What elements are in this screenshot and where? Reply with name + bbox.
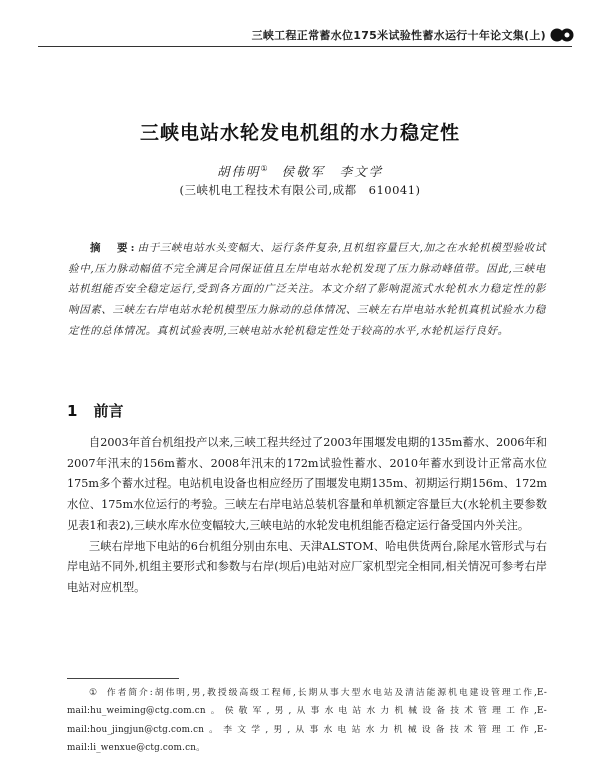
footnote-text: 作者简介:胡伟明,男,教授级高级工程师,长期从事大型水电站及清洁能源机电建设管理工作,E-mail:hu_weiming@ctg.com.cn。侯敬军,男,从事水电站水力机械设备技术管理工作,E-mail:hou_jingjun@ctg.com.cn。李文学,男,从事水电站水力机械设备技术管理工作,E-mail:li_wenxue@ctg.com.cn。 — [67, 688, 547, 754]
author-line — [0, 162, 600, 180]
paragraph: 自2003年首台机组投产以来,三峡工程共经过了2003年围堰发电期的135m蓄水、2006年和2007年汛末的156m蓄水、2008年汛末的172m试验性蓄水、2010年蓄水到设计正常高水位175m多个蓄水过程。电站机电设备也相应经历了围堰发电期135m、初期运行期156m、172m水位、175m水位运行的考验。三峡左右岸电站总装机容量和单机额定容量巨大(水轮机主要参数见表1和表2),三峡水库水位变幅较大,三峡电站的水轮发电机组能否稳定运行备受国内外关注。 — [67, 436, 547, 532]
section-heading — [67, 400, 123, 421]
section-title: 前言 — [93, 402, 124, 420]
section-number: 1 — [67, 402, 78, 420]
running-title: 三峡工程正常蓄水位175米试验性蓄水运行十年论文集(上) — [251, 29, 546, 42]
author-name: 胡伟明 — [216, 164, 261, 179]
paper-title: 三峡电站水轮发电机组的水力稳定性 — [139, 122, 460, 144]
bullet-ornament-icon — [550, 27, 574, 43]
affiliation: (三峡机电工程技术有限公司,成都 610041) — [179, 183, 421, 197]
running-header — [252, 27, 574, 43]
body-text — [67, 433, 547, 599]
footnote — [67, 684, 547, 758]
author-footnote-ref: ① — [260, 163, 270, 173]
header-rule — [38, 46, 572, 47]
footnote-marker: ① — [89, 688, 99, 698]
coauthor-names: 侯敬军 李文学 — [281, 164, 384, 179]
abstract-text: 由于三峡电站水头变幅大、运行条件复杂,且机组容量巨大,加之在水轮机模型验收试验中,压力脉动幅值不完全满足合同保证值且左岸电站水轮机发现了压力脉动峰值带。因此,三峡电站机组能否安全稳定运行,受到各方面的广泛关注。本文介绍了影响混流式水轮机水力稳定性的影响因素、三峡左右岸电站水轮机模型压力脉动的总体情况、三峡左右岸电站水轮机真机试验水力稳定性的总体情况。真机试验表明,三峡电站水轮机稳定性处于较高的水平,水轮机运行良好。 — [68, 242, 546, 337]
abstract-label: 摘 要: — [90, 242, 138, 254]
footnote-rule — [67, 678, 179, 679]
abstract — [68, 238, 546, 342]
paragraph: 三峡右岸地下电站的6台机组分别由东电、天津ALSTOM、哈电供货两台,除尾水管形式与右岸电站不同外,机组主要形式和参数与右岸(坝后)电站对应厂家机型完全相同,相关情况可参考右岸电站对应机型。 — [67, 539, 547, 594]
